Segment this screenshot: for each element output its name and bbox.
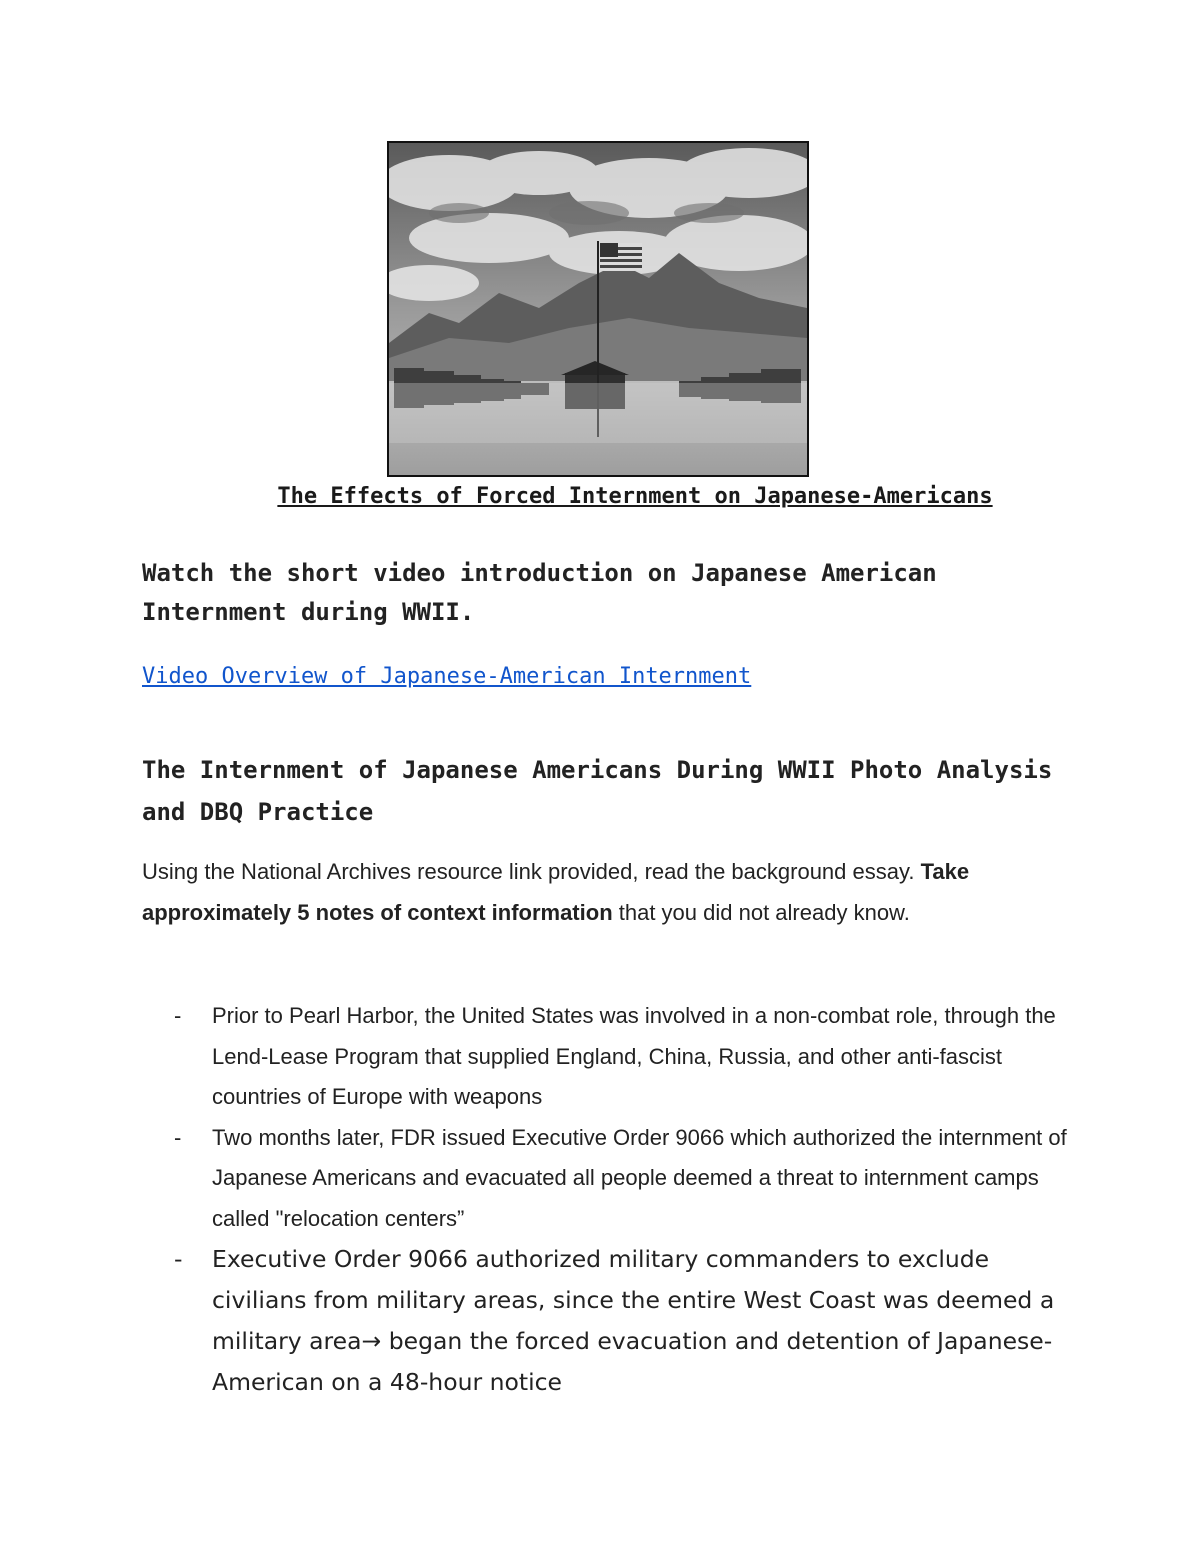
list-item — [142, 1118, 1082, 1240]
note-text: Executive Order 9066 authorized military commanders to exclude civilians from military areas, since the entire West Coast was deemed a military area→ began the forced evacuation and detention of Japanese-American on a 48-hour notice — [212, 1245, 1055, 1396]
instructions-paragraph — [142, 851, 1062, 933]
note-text: Two months later, FDR issued Executive Order 9066 which authorized the internment of Japanese Americans and evacuated all people deemed a threat to internment camps called "relocation centers” — [212, 1124, 1067, 1231]
notes-list — [142, 996, 1082, 1403]
section-heading: The Internment of Japanese Americans During WWII Photo Analysis and DBQ Practice — [142, 756, 1053, 826]
note-text: Prior to Pearl Harbor, the United States was involved in a non-combat role, through the Lend-Lease Program that supplied England, China, Russia, and other anti-fascist countries of Europe with weapons — [212, 1003, 1056, 1109]
instructions-bold: Take approximately 5 notes of context information — [142, 859, 970, 925]
list-item — [142, 996, 1082, 1118]
bullet-dash: - — [174, 1124, 182, 1150]
bullet-dash: - — [174, 1245, 183, 1273]
instructions-tail: that you did not already know. — [612, 900, 910, 925]
video-overview-link[interactable]: Video Overview of Japanese-American Internment — [142, 664, 752, 689]
bullet-dash: - — [174, 1003, 182, 1028]
document-title: The Effects of Forced Internment on Japanese-Americans — [277, 484, 993, 509]
intro-instruction: Watch the short video introduction on Japanese American Internment during WWII. — [142, 559, 937, 626]
photo-image — [389, 143, 807, 475]
internment-camp-photo — [387, 141, 809, 477]
list-item — [142, 1239, 1082, 1403]
instructions-lead: Using the National Archives resource link provided, read the background essay. — [142, 859, 921, 884]
